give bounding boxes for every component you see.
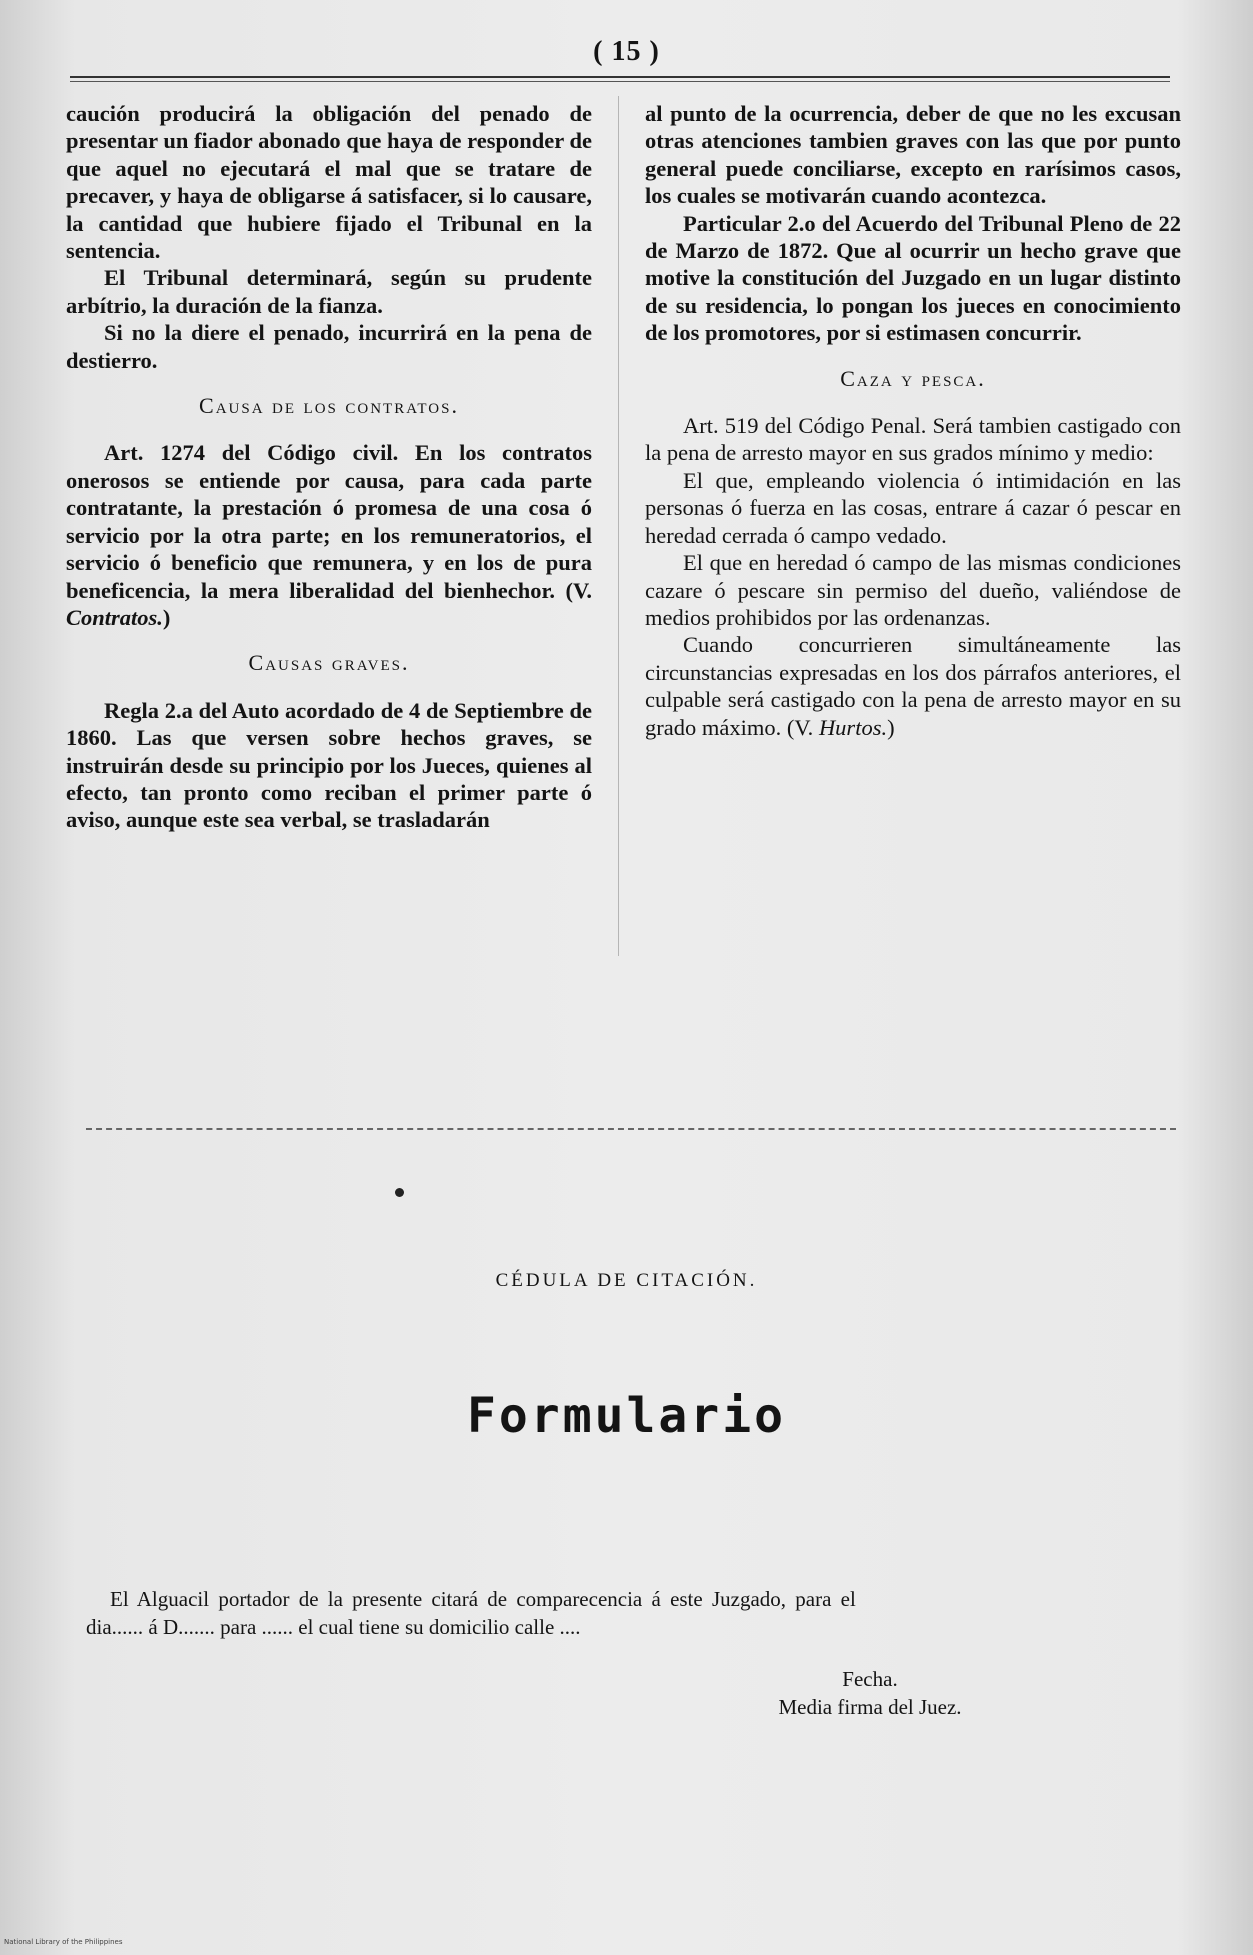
left-paragraph-1: caución producirá la obligación del penado de presentar un fiador abonado que haya de responder de que aquel no ejecutará el mal que se tratare de precaver, y haya de obligarse á satisfacer, si lo causare, la cantidad que hubiere fijado el Tribunal en la sentencia. — [66, 101, 592, 264]
ink-dot — [395, 1188, 404, 1197]
caza-paragraph-4 — [645, 631, 1181, 741]
caza-paragraph-4-close: ) — [887, 714, 895, 740]
caza-paragraph-1: Art. 519 del Código Penal. Será tambien castigado con la pena de arresto mayor en sus grados mínimo y medio: — [645, 413, 1181, 466]
caza-paragraph-2: El que, empleando violencia ó intimidación en las personas ó fuerza en las cosas, entrare á cazar ó pescar en heredad cerrada ó campo vedado. — [645, 467, 1181, 548]
section-title-causas-graves: Causas graves. — [248, 650, 410, 676]
section-text-causas-graves: Regla 2.a del Auto acordado de 4 de Septiembre de 1860. Las que versen sobre hechos graves, se instruirán desde su principio por los Jueces, quienes al efecto, tan pronto como reciban el primer parte ó aviso, aunque este sea verbal, se trasladarán — [66, 697, 592, 833]
section-text-causa-contratos — [66, 439, 592, 631]
section-title-caza-pesca: Caza y pesca. — [840, 365, 986, 391]
left-paragraph-3: Si no la diere el penado, incurrirá en la pena de destierro. — [66, 320, 592, 373]
formulario-title: Formulario — [467, 1388, 786, 1444]
right-column — [645, 100, 1181, 741]
right-paragraph-1: al punto de la ocurrencia, deber de que no les excusan otras atenciones tambien graves con las que por punto general puede conciliarse, excepto en rarísimos casos, los cuales se motivarán cuando acontezca. — [645, 101, 1181, 209]
section-title-causa-contratos: Causa de los contratos. — [199, 393, 459, 419]
header-rule — [70, 76, 1170, 82]
cross-reference-contratos: Contratos. — [66, 604, 163, 630]
section-rule — [86, 1128, 1176, 1130]
caza-paragraph-3: El que en heredad ó campo de las mismas condiciones cazare ó pescare sin permiso del dueño, valiéndose de medios prohibidos por las ordenanzas. — [645, 550, 1181, 630]
section-text-causa-contratos-close: ) — [162, 604, 171, 630]
left-paragraph-2: El Tribunal determinará, según su prudente arbítrio, la duración de la fianza. — [66, 265, 592, 318]
form-firma: Media firma del Juez. — [778, 1695, 962, 1719]
form-fecha: Fecha. — [842, 1667, 898, 1691]
caza-paragraph-4-body: Cuando concurrieren simultáneamente las circunstancias expresadas en los dos párrafos anteriores, el culpable será castigado con la pena de arresto mayor en su grado máximo. (V. — [645, 632, 1181, 740]
section-text-causa-contratos-body: Art. 1274 del Código civil. En los contratos onerosos se entiende por causa, para cada parte contratante, la prestación ó promesa de una cosa ó servicio por la otra parte; en los remuneratorios, el servicio ó beneficio que remunera, y en los de pura beneficencia, la mera liberalidad del bienhechor. (V. — [66, 440, 592, 603]
form-line-2: dia...... á D....... para ...... el cual tiene su domicilio calle .... — [86, 1615, 581, 1639]
form-line-1: El Alguacil portador de la presente citará de comparecencia á este Juzgado, para el — [110, 1587, 856, 1611]
library-footer: National Library of the Philippines — [4, 1938, 123, 1946]
cedula-title: CÉDULA DE CITACIÓN. — [495, 1270, 758, 1291]
page-number: ( 15 ) — [593, 36, 660, 67]
left-column — [66, 100, 592, 834]
column-divider — [618, 96, 619, 956]
cross-reference-hurtos: Hurtos. — [818, 714, 888, 740]
right-paragraph-2: Particular 2.o del Acuerdo del Tribunal Pleno de 22 de Marzo de 1872. Que al ocurrir un hecho grave que motive la constitución del Juzgado en un lugar distinto de su residencia, lo pongan los jueces en conocimiento de los promotores, por si estimasen concurrir. — [645, 210, 1181, 346]
